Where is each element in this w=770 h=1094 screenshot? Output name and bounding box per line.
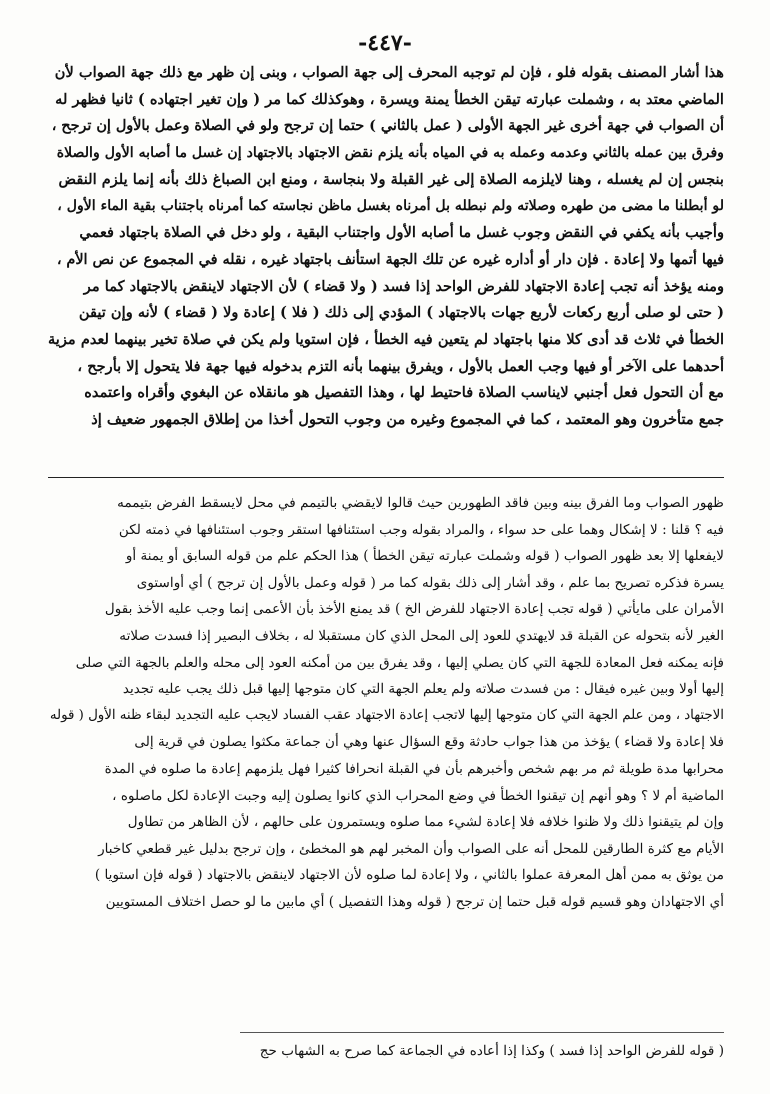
main-text-line: هذا أشار المصنف بقوله فلو ، فإن لم توجبه المحرف إلى جهة الصواب ، وبنى إن ظهر مع ذلك جهة الصواب لأن bbox=[54, 64, 724, 81]
main-text bbox=[48, 60, 724, 434]
commentary-line: لايفعلها إلا بعد ظهور الصواب ( قوله وشملت عبارته تيقن الخطأ ) هذا الحكم علم من قوله السابق أو يمنة أو bbox=[125, 548, 724, 565]
main-text-line: أن الصواب في جهة أخرى غير الجهة الأولى ( عمل بالثاني ) حتما إن ترجح ولو في الصلاة وعمل بالأول إن ترجح ، bbox=[51, 118, 724, 135]
main-text-line: الماضي معتد به ، وشملت عبارته تيقن الخطأ يمنة ويسرة ، وهوكذلك كما مر ( وإن تغير اجتهاده ) ثانيا فظهر له bbox=[55, 90, 724, 108]
main-text-line: بنجس إن لم يغسله ، وهنا لايلزمه الصلاة إلى غير القبلة ولا بنجاسة ، ومنع ابن الصباغ ذلك بأنه إنما يلزم النقض bbox=[58, 170, 724, 188]
commentary-line: وإن لم يتيقنوا ذلك ولا ظنوا خلافه فلا إعادة لشيء مما صلوه ويستمرون على حالهم ، لأن الظاهر من تطاول bbox=[127, 814, 724, 831]
main-text-line: فيها أتمها ولا إعادة . فإن دار أو أداره غيره عن تلك الجهة استأنف باجتهاد غيره ، نقله في المجموع عن نص الأم ، bbox=[56, 251, 724, 268]
page-number: -٤٤٧- bbox=[358, 30, 412, 56]
commentary-text bbox=[48, 490, 724, 916]
commentary-line: ظهور الصواب وما الفرق بينه وبين فاقد الطهورين حيث قالوا لايقضي بالتيمم في محل لايسقط الفرض بتيممه bbox=[117, 495, 724, 511]
footnote-divider bbox=[240, 1032, 724, 1033]
section-divider bbox=[48, 477, 724, 478]
main-text-line: وفرق بين عمله بالثاني وعدمه وعمله به في المياه بأنه يلزم نقض الاجتهاد بالاجتهاد إن غسل ما أصابه الأول والصلاة bbox=[56, 145, 724, 162]
main-text-line: لو أبطلنا ما مضى من طهره وصلاته ولم نبطله بل أمرناه بغسل ماظن نجاسته كما أمرناه باجتناب بقية الماء الأول ، bbox=[57, 198, 724, 215]
commentary-line: فيه ؟ قلنا : لا إشكال وهما على حد سواء ، والمراد بقوله وجب استئنافها استقر وجوب استئنافها في ذمته لكن bbox=[118, 521, 724, 538]
main-text-line: وأجيب بأنه يكفي في النقض وجوب غسل ما أصابه الأول واجتناب البقية ، ولو دخل في الصلاة باجتهاد فعمي bbox=[79, 224, 724, 242]
commentary-line: فلا إعادة ولا قضاء ) يؤخذ من هذا جواب حادثة وقع السؤال عنها وهي أن جماعة مكثوا يصلون في قرية إلى bbox=[134, 734, 724, 751]
main-text-line: جمع متأخرون وهو المعتمد ، كما في المجموع وغيره من وجوب التحول أخذا من إطلاق الجمهور ضعيف إذ bbox=[91, 410, 724, 428]
commentary-line: الماضية أم لا ؟ وهو أنهم إن تيقنوا الخطأ في وضع المحراب الذي كانوا يصلون إليه وجبت الإعادة لكل ماصلوه ، bbox=[112, 787, 724, 804]
main-text-line: ( حتى لو صلى أربع ركعات لأربع جهات بالاجتهاد ) المؤدي إلى ذلك ( فلا ) إعادة ولا ( قضاء ) لأنه وإن تيقن bbox=[78, 304, 724, 322]
commentary-line: من يوثق به ممن أهل المعرفة عملوا بالثاني ، ولا إعادة لما صلوه لأن الاجتهاد لاينقض بالاجتهاد ( قوله فإن استويا ) bbox=[94, 867, 724, 884]
main-text-line: الخطأ في ثلاث قد أدى كلا منها باجتهاد لم يتعين فيه الخطأ ، فإن استويا ولم يكن في صلاة تخير بينهما لعدم مزية bbox=[48, 330, 724, 348]
commentary-line: إليها أولا وبين غيره فيقال : من فسدت صلاته ولم يعلم الجهة التي كان متوجها إليها قبل ذلك يجب عليه تجديد bbox=[122, 681, 724, 698]
main-text-line: مع أن التحول فعل أجنبي لايناسب الصلاة فاحتيط لها ، وهذا التفصيل هو مانقلاه عن البغوي وأقراه واعتمده bbox=[84, 384, 724, 402]
main-text-line: ومنه يؤخذ أنه تجب إعادة الاجتهاد للفرض الواحد إذا فسد ( ولا قضاء ) لأن الاجتهاد لاينقض بالاجتهاد كما مر bbox=[83, 277, 724, 295]
commentary-line: الاجتهاد ، ومن علم الجهة التي كان متوجها إليها لاتجب إعادة الاجتهاد عقب الفساد لايجب عليه التجديد لبقاء ظنه الأول ( قوله bbox=[49, 707, 724, 723]
footnote: ( قوله للفرض الواحد إذا فسد ) وكذا إذا أعاده في الجماعة كما صرح به الشهاب حج bbox=[259, 1043, 724, 1059]
commentary-line: الغير لأنه بتحوله عن القبلة قد لايهتدي للعود إلى المحل الذي كان مستقبلا له ، بخلاف البصير إذا فسدت صلاته bbox=[119, 627, 724, 644]
commentary-line: يسرة فذكره تصريح بما علم ، وقد أشار إلى ذلك بقوله كما مر ( قوله وعمل بالأول إن ترجح ) أي أواستوى bbox=[136, 574, 724, 591]
main-text-line: أحدهما على الآخر أو فيها وجب العمل بالأول ، ويفرق بينهما بأنه التزم بدخوله فيها جهة فلا يتحول إلا بأرجح ، bbox=[77, 357, 724, 375]
commentary-line: الأيام مع كثرة الطارقين للمحل أنه على الصواب وأن المخبر لهم هو المخطئ ، وإن ترجح بدليل غير قطعي كاخبار bbox=[98, 840, 724, 857]
commentary-line: أي الاجتهادان وهو قسيم قوله قبل حتما إن ترجح ( قوله وهذا التفصيل ) أي مابين ما لو حصل اختلاف المستويين bbox=[105, 893, 724, 910]
commentary-line: محرابها مدة طويلة ثم مر بهم شخص وأخبرهم بأن في القبلة انحرافا كثيرا فهل يلزمهم إعادة ما صلوه في المدة bbox=[104, 760, 724, 777]
commentary-line: فإنه يمكنه فعل المعادة للجهة التي كان يصلي إليها ، وقد يفرق بين من أمكنه العود إلى محله والعلم بالجهة التي صلى bbox=[75, 654, 724, 671]
commentary-line: الأمران على مايأتي ( قوله تجب إعادة الاجتهاد للفرض الخ ) قد يمنع الأخذ بأن الأعمى إنما وجب عليه الأخذ بقول bbox=[104, 601, 724, 618]
